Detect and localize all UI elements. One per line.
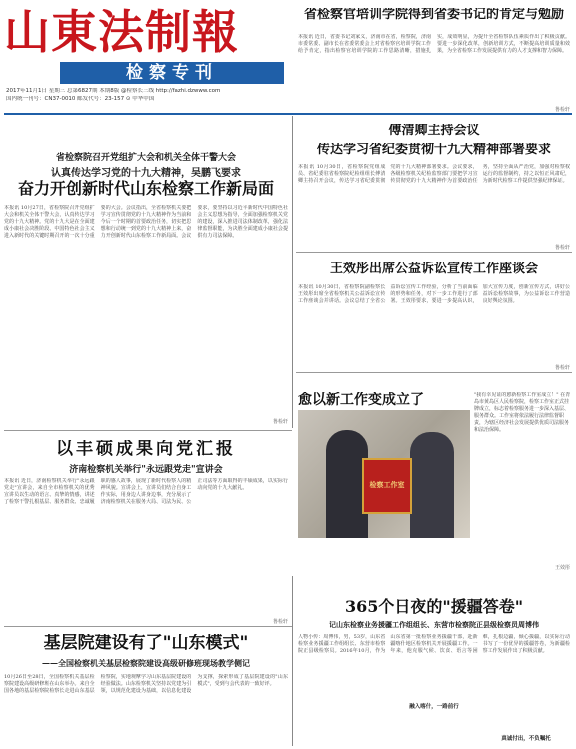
wang-byline: 鲁检轩	[554, 365, 570, 371]
top-divider	[4, 113, 572, 115]
jinan-byline: 鲁检轩	[272, 619, 288, 625]
xinjiang-headline: 365个日夜的"援疆答卷"	[344, 598, 524, 616]
base-headline: 基层院建设有了"山东模式"	[43, 634, 249, 653]
base-subhead: ——全国检察机关基层检察院建设高级研修班现场教学侧记	[42, 658, 250, 668]
photo-byline: 王效彤	[554, 565, 570, 571]
photo-caption-side: "我有幸见证的愈新检察工作室成立！" 在青岛市黄岛区人民检察院，检察工作室正式挂牌成立，标志着检察服务进一步深入基层、服务群众。工作室将依法履行法律监督职责，为辖区经济社会发展提供优质司法服务和法治保障。	[474, 392, 571, 433]
event-photo	[298, 410, 470, 538]
photo-headline: 愈以新工作变成立了	[298, 392, 424, 408]
jinan-body: 本报讯 近日，济南检察机关举行"永远跟党走"宣讲会，来自全市检察机关的优秀宣讲员以生动的语言、真挚的情感，讲述了检察干警扎根基层、服务群众、忠诚履职的感人故事，展现了新时代检察人的精神风貌。宣讲会上，宣讲员们结合自身工作实际，用身边人讲身边事，充分展示了济南检察机关在服务大局、司法为民、公正司法等方面取得的丰硕成果，以实际行动向党的十九大献礼。	[4, 478, 288, 505]
middle-divider	[4, 430, 292, 431]
plaque-text: 检察工作室	[369, 480, 405, 489]
lead-byline: 鲁检轩	[272, 419, 288, 425]
xinjiang-body: 人物小传：周博伟，男，53岁，山东省检察业务援疆工作组组长、东营市检察院正县级检察员。2016年10月，作为山东省第一批检察业务援疆干部，赴新疆喀什地区检察机关开展援疆工作。一年来，他克服气候、饮食、语言等困难，扎根边疆，倾心援疆，以实际行动书写了一份优异的援疆答卷，为新疆检察工作发展作出了积极贡献。	[298, 634, 570, 654]
top-right-byline: 鲁检轩	[554, 107, 570, 113]
lead-body: 本报讯 10月27日，省检察院召开党组扩大会和机关全体干警大会，认真传达学习党的十九大精神。党的十九大是在全面建成小康社会决胜阶段、中国特色社会主义进入新时代的关键时期召开的一次十分重要的大会。会议指出，全省检察机关要把学习宣传贯彻党的十九大精神作为当前和今后一个时期的首要政治任务，切实把思想和行动统一到党的十九大精神上来，奋力开创新时代山东检察工作新局面。会议要求，要坚持以习近平新时代中国特色社会主义思想为指导，全面加强检察机关党的建设，深入推进司法体制改革，强化法律监督职能，为决胜全面建成小康社会提供有力司法保障。	[4, 205, 288, 239]
column-divider-top	[292, 116, 293, 428]
fu-headline-2: 传达学习省纪委贯彻十九大精神部署要求	[316, 143, 551, 157]
lead-kicker-1: 省检察院召开党组扩大会和机关全体干警大会	[55, 153, 236, 163]
xinjiang-subhead: 记山东检察业务援疆工作组组长、东营市检察院正县级检察员周博伟	[329, 620, 539, 629]
wang-body: 本报讯 10月30日，省检察院副检察长王效彤出席全省检察机关公益诉讼宣传工作座谈会并讲话。会议总结了全省公益诉讼宣传工作经验，分析了当前面临的形势和任务，对下一步工作进行了部署。王效彤要求，要进一步提高认识，加大宣传力度，创新宣传方式，讲好公益诉讼检察故事，为公益诉讼工作营造良好舆论氛围。	[298, 284, 570, 304]
masthead-info-line2: 国内统一刊号：CN37-0010 邮发代号：23-157 ⊙ 中华中国	[6, 96, 155, 102]
lead-headline: 奋力开创新时代山东检察工作新局面	[17, 180, 274, 198]
masthead-title: 山東法制報	[4, 5, 239, 59]
section-title: 检察专刊	[60, 62, 284, 84]
wang-divider	[296, 372, 572, 373]
column-divider-bottom	[292, 576, 293, 746]
fu-divider	[296, 252, 572, 253]
wang-headline: 王效彤出席公益诉讼宣传工作座谈会	[329, 262, 538, 276]
top-right-headline: 省检察官培训学院得到省委书记的肯定与勉励	[303, 8, 564, 22]
xinjiang-section-1: 融入喀什，一路前行	[409, 704, 459, 710]
photo-person-right	[410, 432, 454, 538]
photo-plaque	[362, 458, 412, 514]
jinan-headline: 以丰硕成果向党汇报	[56, 440, 236, 459]
base-body: 10月26日至28日，全国检察机关基层检察院建设高级研修班在山东举办。来自全国各地的基层检察院检察长走进山东基层检察院，实地观摩学习山东基层院建设的经验做法。山东检察机关坚持以党建为引领，以规范化建设为基础，以信息化建设为支撑，探索形成了基层院建设的"山东模式"，受到与会代表的一致好评。	[4, 674, 288, 694]
masthead	[0, 0, 290, 104]
fu-byline: 鲁检轩	[554, 245, 570, 251]
fu-headline-1: 傅清卿主持会议	[388, 124, 480, 138]
top-right-body: 本报讯 近日，省委书记刘家义，济南市在省，检察院，济南市委常委、副市长在省委常委会上对省检察官培训学院工作给予肯定，指出检察官培训学院的工作思路清晰，措施扎实，成效明显，为提升全省检察队伍素质作出了积极贡献。要进一步深化改革，创新培训方式，不断提高培训质量和效果，为全省检察工作发展提供有力的人才支撑和智力保障。	[298, 34, 570, 54]
jinan-subhead: 济南检察机关举行"永远跟党走"宣讲会	[69, 465, 223, 475]
bottom-divider	[4, 626, 292, 627]
lead-kicker-2: 认真传达学习党的十九大精神，吴鹏飞要求	[51, 168, 241, 179]
fu-body: 本报讯 10月30日，省检察院党组成员、省纪委驻省检察院纪检组组长傅清卿主持召开会议，传达学习省纪委贯彻党的十九大精神部署要求。会议要求，各级检察机关纪检监察部门要把学习宣传贯彻党的十九大精神作为首要政治任务，坚持全面从严治党，加强对检察权运行的监督制约，持之以恒正风肃纪，为新时代检察工作提供坚强纪律保证。	[298, 164, 570, 184]
masthead-info-line1: 2017年11月1日 星期三 总第6827期 本期8版 @检察长三线 http://fazhi.dzwww.com	[6, 88, 221, 94]
xinjiang-section-2: 真诚付出，不负嘱托	[501, 736, 551, 742]
